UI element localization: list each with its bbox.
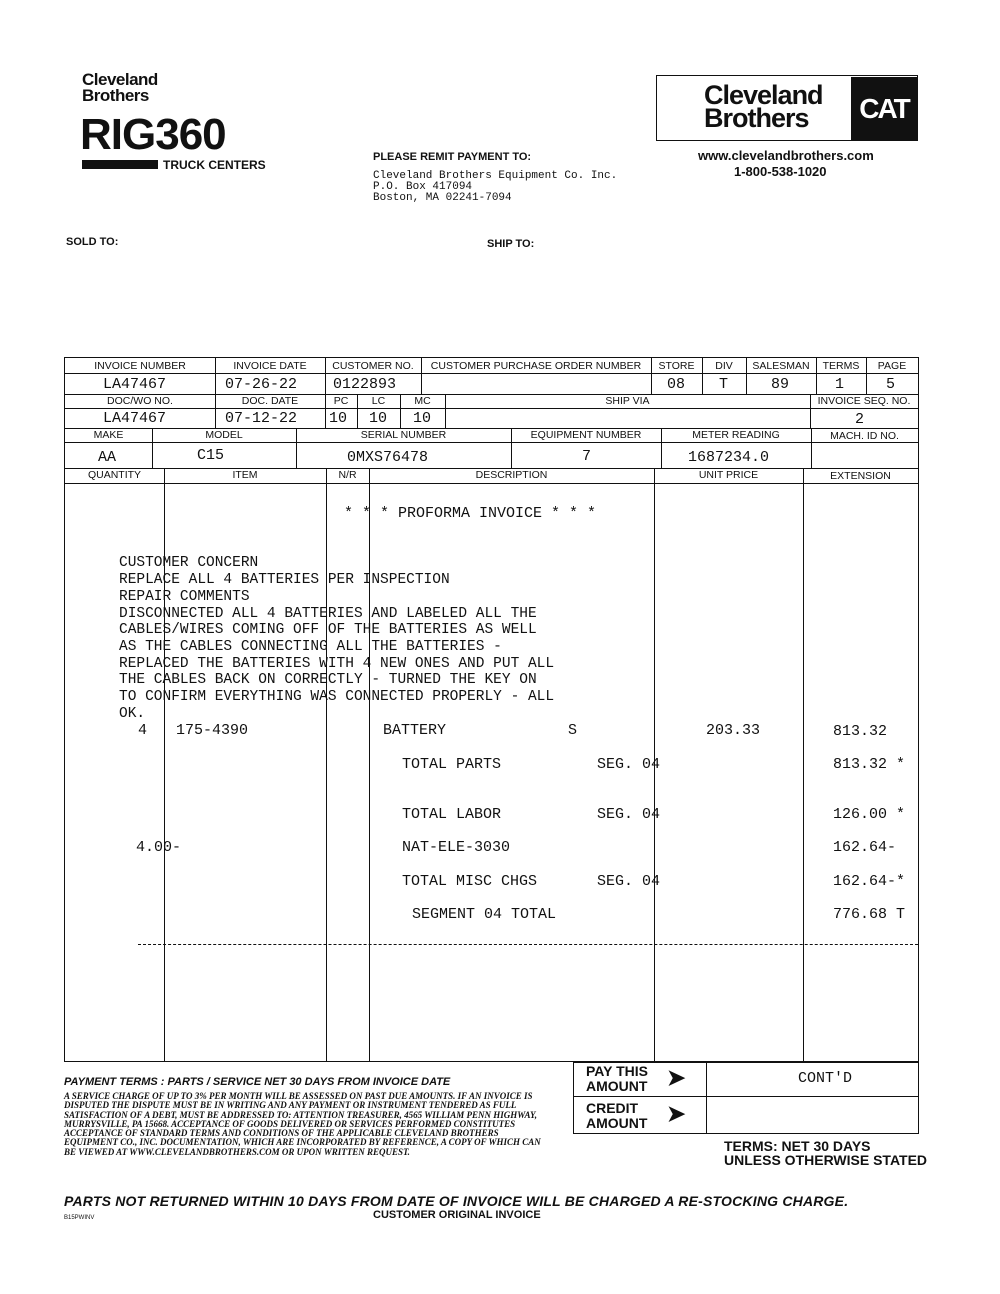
rig360-logo-cleveland-brothers (82, 72, 158, 104)
total-labor-extension: 126.00 * (833, 806, 906, 823)
customer-no: 0122893 (333, 376, 397, 393)
total-parts-seg: SEG. 04 (597, 756, 661, 773)
copy-label: CUSTOMER ORIGINAL INVOICE (373, 1209, 541, 1221)
hdr-div: DIV (715, 360, 733, 372)
contd-indicator: CONT'D (798, 1070, 853, 1087)
arrow-right-icon: ➤ (667, 1065, 686, 1090)
hdr-lc: LC (371, 395, 386, 407)
misc-extension: 162.64- (833, 839, 897, 856)
segment-total-label: SEGMENT 04 TOTAL (412, 906, 557, 923)
hdr-salesman: SALESMAN (752, 360, 810, 372)
cleveland-brothers-wordmark (704, 80, 823, 133)
truck-centers-label: TRUCK CENTERS (163, 158, 266, 172)
make: AA (98, 449, 117, 466)
misc-description: NAT-ELE-3030 (402, 839, 511, 856)
remit-line-1: Cleveland Brothers Equipment Co. Inc. (373, 170, 618, 182)
note-line: THE CABLES BACK ON CORRECTLY - TURNED THE KEY ON (119, 672, 537, 688)
hdr-model: MODEL (205, 429, 243, 441)
model: C15 (197, 447, 225, 464)
hdr-unit-price: UNIT PRICE (698, 469, 759, 481)
dashed-separator (138, 944, 918, 945)
line-item-part-number: 175-4390 (176, 722, 249, 739)
hdr-customer-no: CUSTOMER NO. (332, 360, 414, 372)
remit-line-3: Boston, MA 02241-7094 (373, 192, 512, 204)
invoice-seq-no: 2 (855, 411, 865, 428)
remit-line-2: P.O. Box 417094 (373, 181, 473, 193)
total-misc-seg: SEG. 04 (597, 873, 661, 890)
ship-to-label: SHIP TO: (487, 238, 535, 250)
pc: 10 (329, 410, 348, 427)
hdr-item: ITEM (232, 469, 258, 481)
phone-number: 1-800-538-1020 (734, 164, 827, 179)
website: www.clevelandbrothers.com (698, 148, 874, 163)
line-item-unit-price: 203.33 (706, 722, 761, 739)
salesman: 89 (771, 376, 790, 393)
hdr-invoice-date: INVOICE DATE (233, 360, 307, 372)
doc-wo-no: LA47467 (103, 410, 167, 427)
hdr-quantity: QUANTITY (87, 469, 142, 481)
arrow-right-icon: ➤ (667, 1101, 686, 1126)
pay-amount-box (573, 1062, 919, 1134)
logo-line-1: Cleveland (82, 70, 158, 89)
note-line: CABLES/WIRES COMING OFF OF THE BATTERIES AS WELL (119, 622, 537, 638)
remit-heading: PLEASE REMIT PAYMENT TO: (373, 151, 532, 163)
hdr-serial: SERIAL NUMBER (360, 429, 447, 441)
note-line: AS THE CABLES CONNECTING ALL THE BATTERIES - (119, 639, 502, 655)
note-line: TO CONFIRM EVERYTHING WAS CONNECTED PROPERLY - ALL (119, 689, 555, 705)
pay-this-amount-label: PAY THIS AMOUNT (586, 1063, 648, 1094)
hdr-extension: EXTENSION (830, 470, 891, 482)
hdr-invoice-seq: INVOICE SEQ. NO. (817, 395, 911, 407)
total-parts-label: TOTAL PARTS (402, 756, 502, 773)
hdr-mc: MC (414, 395, 431, 407)
segment-total-extension: 776.68 T (833, 906, 906, 923)
note-line: OK. (119, 706, 146, 722)
line-item-nr-code: S (568, 722, 578, 739)
total-labor-seg: SEG. 04 (597, 806, 661, 823)
lc: 10 (369, 410, 388, 427)
wordmark-line-1: Cleveland (704, 80, 823, 110)
hdr-mach-id: MACH. ID NO. (830, 430, 899, 442)
net-terms: TERMS: NET 30 DAYS UNLESS OTHERWISE STATED (724, 1138, 928, 1168)
note-line: REPLACE ALL 4 BATTERIES PER INSPECTION (119, 572, 450, 588)
hdr-nr: N/R (338, 469, 357, 481)
note-line: CUSTOMER CONCERN (119, 555, 259, 571)
total-misc-label: TOTAL MISC CHGS (402, 873, 538, 890)
note-line: DISCONNECTED ALL 4 BATTERIES AND LABELED ALL THE (119, 606, 537, 622)
cat-badge: CAT (851, 77, 917, 140)
div: T (719, 376, 729, 393)
hdr-equipment: EQUIPMENT NUMBER (530, 429, 642, 441)
rig360-brand: RIG360 (80, 110, 226, 159)
hdr-make: MAKE (93, 429, 124, 441)
note-line: REPAIR COMMENTS (119, 589, 250, 605)
line-item-description: BATTERY (383, 722, 447, 739)
invoice-date: 07-26-22 (225, 376, 298, 393)
line-item-extension: 813.32 (833, 723, 888, 740)
line-item-qty: 4 (138, 722, 148, 739)
hdr-meter: METER READING (692, 429, 780, 441)
hdr-description: DESCRIPTION (475, 469, 548, 481)
payment-terms: PAYMENT TERMS : PARTS / SERVICE NET 30 DAYS FROM INVOICE DATE (64, 1076, 451, 1088)
store: 08 (667, 376, 686, 393)
doc-date: 07-12-22 (225, 410, 298, 427)
serial-number: 0MXS76478 (347, 449, 429, 466)
hdr-ship-via: SHIP VIA (605, 395, 650, 407)
misc-qty: 4.00- (136, 839, 182, 856)
sold-to-label: SOLD TO: (66, 236, 119, 248)
hdr-po: CUSTOMER PURCHASE ORDER NUMBER (430, 360, 642, 372)
hdr-invoice-number: INVOICE NUMBER (94, 360, 186, 372)
total-parts-extension: 813.32 * (833, 756, 906, 773)
hdr-terms: TERMS (822, 360, 860, 372)
equipment-number: 7 (582, 448, 592, 465)
hdr-store: STORE (658, 360, 695, 372)
total-labor-label: TOTAL LABOR (402, 806, 502, 823)
restocking-notice: PARTS NOT RETURNED WITHIN 10 DAYS FROM DATE OF INVOICE WILL BE CHARGED A RE-STOCKING CHARGE. (64, 1193, 849, 1209)
proforma-banner: * * * PROFORMA INVOICE * * * (344, 505, 597, 522)
hdr-doc-date: DOC. DATE (241, 395, 299, 407)
meter-reading: 1687234.0 (688, 449, 770, 466)
hdr-page: PAGE (877, 360, 907, 372)
invoice-table (64, 357, 919, 1062)
wordmark-line-2: Brothers (704, 103, 809, 133)
page-number: 5 (886, 376, 896, 393)
hdr-doc-wo: DOC/WO NO. (107, 395, 173, 407)
credit-amount-label: CREDIT AMOUNT (586, 1100, 648, 1131)
note-line: REPLACED THE BATTERIES WITH 4 NEW ONES AND PUT ALL (119, 656, 555, 672)
invoice-number: LA47467 (103, 376, 167, 393)
rig360-bar (82, 160, 158, 169)
hdr-pc: PC (333, 395, 349, 407)
terms-fine-print: A SERVICE CHARGE OF UP TO 3% PER MONTH WILL BE ASSESSED ON PAST DUE AMOUNTS. IF AN INVOICE IS DISPUTED THE DISPUTE MUST BE IN WRITING AND ANY PAYMENT OR INSTRUMENT TENDERED AS FULL SATISFACTION OF A DEBT, MUST BE ADDRESSED TO: ATTENTION TREASURER, 4565 WILLIAM PENN HIGHWAY, MURRYSVILLE, PA 15668. ACCEPTANCE OF GOODS DELIVERED OR SERVICES PERFORMED CONSTITUTES ACCEPTANCE OF STANDARD TERMS AND CONDITIONS OF THE APPLICABLE CLEVELAND BROTHERS EQUIPMENT CO., INC. DOCUMENTATION, WHICH ARE INCORPORATED BY REFERENCE, A COPY OF WHICH CAN BE VIEWED AT WWW.CLEVELANDBROTHERS.COM OR UPON WRITTEN REQUEST. (64, 1091, 541, 1157)
form-id: B15PWINV (64, 1215, 95, 1221)
mc: 10 (413, 410, 432, 427)
terms: 1 (835, 376, 845, 393)
total-misc-extension: 162.64-* (833, 873, 906, 890)
logo-line-2: Brothers (82, 86, 149, 105)
